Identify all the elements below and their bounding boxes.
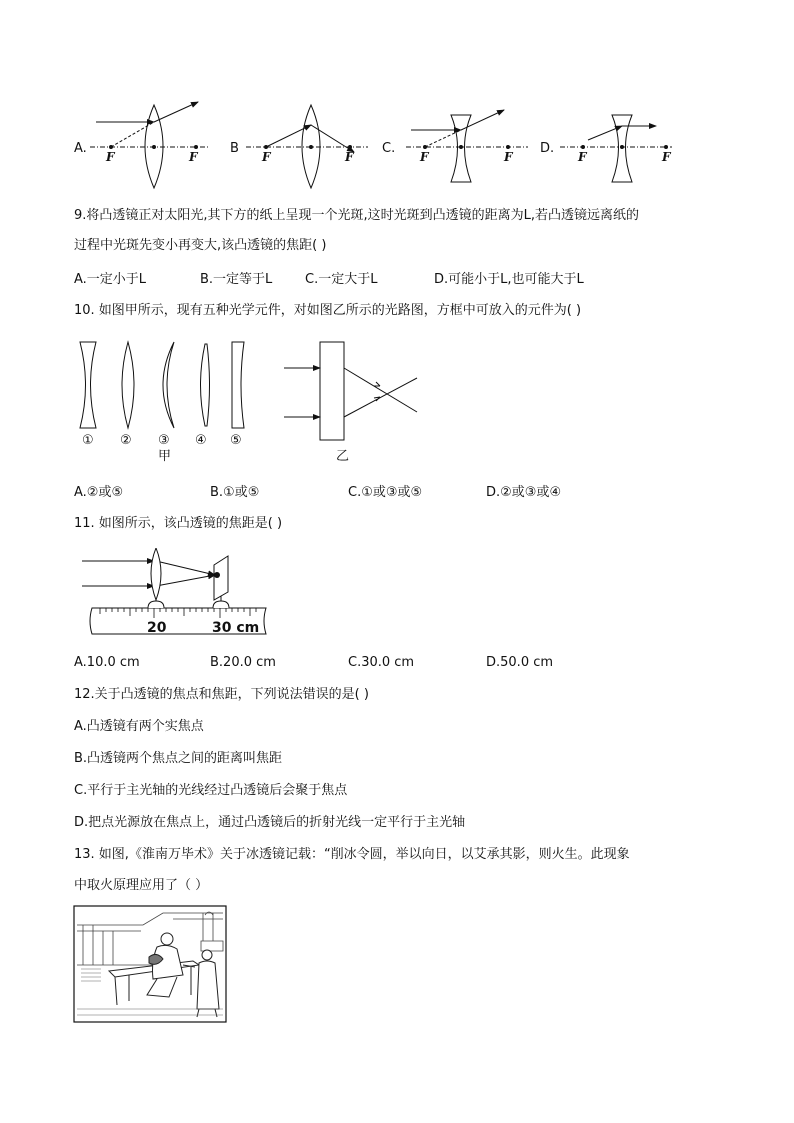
q12-stem: 12.关于凸透镜的焦点和焦距，下列说法错误的是( ) — [74, 687, 369, 702]
q8-option-a-diagram — [90, 102, 208, 188]
q11-stem: 11. 如图所示，该凸透镜的焦距是( ) — [74, 516, 283, 531]
q10-option-b: B.①或⑤ — [210, 485, 260, 500]
q10-option-a: A.②或⑤ — [74, 485, 124, 500]
q8-option-b-diagram — [246, 105, 368, 188]
q10-stem: 10. 如图甲所示，现有五种光学元件，对如图乙所示的光路图，方框中可放入的元件为( ) — [74, 303, 582, 318]
q8-option-d-label: D. — [540, 141, 555, 156]
focus-label: F — [189, 150, 198, 164]
q10-figure-yi-caption: 乙 — [336, 449, 350, 464]
q11-option-c: C.30.0 cm — [348, 655, 415, 670]
q10-element-label-3: ③ — [158, 433, 170, 448]
q10-element-label-1: ① — [82, 433, 94, 448]
q8-option-c-diagram — [406, 110, 528, 182]
q11-option-d: D.50.0 cm — [486, 655, 554, 670]
q13-stem-line2: 中取火原理应用了（ ） — [74, 878, 209, 893]
q12-option-a: A.凸透镜有两个实焦点 — [74, 719, 204, 734]
q8-option-a-label: A. — [74, 141, 87, 156]
q8-option-d-diagram — [560, 115, 672, 182]
focus-label: F — [420, 150, 429, 164]
q11-option-b: B.20.0 cm — [210, 655, 276, 670]
q12-option-c: C.平行于主光轴的光线经过凸透镜后会聚于焦点 — [74, 783, 348, 798]
q10-element-label-5: ⑤ — [230, 433, 242, 448]
q11-option-a: A.10.0 cm — [74, 655, 140, 670]
q13-stem-line1: 13. 如图,《淮南万毕术》关于冰透镜记载：“削冰令圆，举以向日，以艾承其影，则火生。此现象 — [74, 847, 630, 862]
q8-option-b-label: B — [230, 141, 239, 156]
q9-option-b: B.一定等于L — [200, 272, 273, 287]
q12-option-d: D.把点光源放在焦点上，通过凸透镜后的折射光线一定平行于主光轴 — [74, 815, 466, 830]
focus-label: F — [504, 150, 513, 164]
q10-figure-jia-caption: 甲 — [158, 449, 172, 464]
q13-illustration — [73, 905, 227, 1023]
focus-label: F — [662, 150, 671, 164]
q9-option-c: C.一定大于L — [305, 272, 378, 287]
ruler-label-30: 30 cm — [212, 620, 260, 636]
q10-figure-jia — [74, 340, 254, 440]
q10-option-d: D.②或③或④ — [486, 485, 562, 500]
q12-option-b: B.凸透镜两个焦点之间的距离叫焦距 — [74, 751, 283, 766]
q9-option-a: A.一定小于L — [74, 272, 147, 287]
focus-label: F — [106, 150, 115, 164]
q9-stem-line2: 过程中光斑先变小再变大,该凸透镜的焦距( ) — [74, 238, 327, 253]
focus-label: F — [578, 150, 587, 164]
ruler-label-20: 20 — [147, 620, 167, 636]
q8-option-c-label: C. — [382, 141, 396, 156]
q10-element-label-2: ② — [120, 433, 132, 448]
q10-element-label-4: ④ — [195, 433, 207, 448]
focus-label: F — [262, 150, 271, 164]
q9-stem-line1: 9.将凸透镜正对太阳光,其下方的纸上呈现一个光斑,这时光斑到凸透镜的距离为L,若凸透镜远离纸的 — [74, 208, 640, 223]
q9-option-d: D.可能小于L,也可能大于L — [434, 272, 584, 287]
q10-option-c: C.①或③或⑤ — [348, 485, 423, 500]
q10-figure-yi — [282, 340, 422, 444]
focus-label: F — [345, 150, 354, 164]
